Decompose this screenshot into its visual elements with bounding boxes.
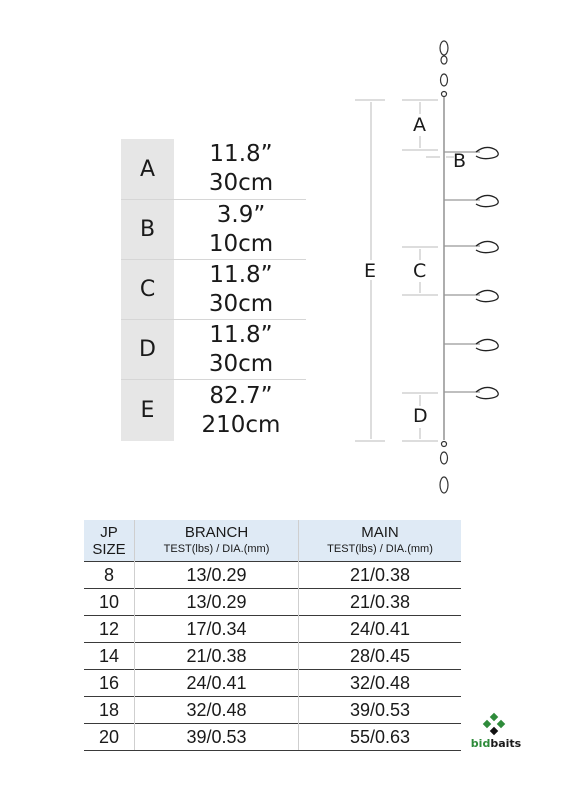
dimension-letter: A	[121, 139, 174, 199]
table-row	[84, 670, 461, 697]
diamond-dots-icon	[468, 712, 524, 736]
hook-icon	[476, 195, 498, 206]
swivel-ring-icon	[441, 56, 447, 64]
table-row	[84, 616, 461, 643]
dimension-value	[176, 260, 306, 319]
table-row	[84, 562, 461, 589]
dimension-value	[176, 200, 306, 259]
size-cell: 10	[84, 589, 135, 616]
dimension-letter: C	[121, 260, 174, 319]
size-header: SIZE	[92, 541, 126, 558]
diagram-label-a: A	[413, 114, 426, 136]
dimension-letter: D	[121, 320, 174, 379]
diagram-label-b: B	[453, 150, 467, 172]
size-cell: 8	[84, 562, 135, 589]
dimension-cm: 30cm	[208, 290, 274, 317]
dimension-inches: 11.8”	[209, 141, 273, 167]
logo-text-bid: bid	[470, 737, 491, 750]
main-cell: 32/0.48	[299, 670, 462, 697]
dimension-row-d	[121, 319, 306, 379]
main-header-label: MAIN	[361, 524, 399, 541]
hook-icon	[476, 387, 498, 398]
snap-icon	[440, 41, 448, 55]
dimension-row-a	[121, 139, 306, 199]
main-cell: 21/0.38	[299, 589, 462, 616]
size-cell: 14	[84, 643, 135, 670]
swivel-icon	[441, 452, 448, 464]
table-row	[84, 697, 461, 724]
branch-cell: 39/0.53	[135, 724, 299, 751]
dimension-value	[176, 380, 306, 441]
dimension-letter: E	[121, 380, 174, 441]
swivel-icon	[441, 74, 448, 86]
main-header	[299, 520, 462, 562]
logo-text-baits: baits	[490, 737, 522, 750]
table-row	[84, 643, 461, 670]
branch-header	[135, 520, 299, 562]
main-header-sub: TEST(lbs) / DIA.(mm)	[327, 543, 433, 555]
ring-icon	[442, 442, 447, 447]
dimension-cm: 10cm	[208, 230, 274, 257]
size-cell: 16	[84, 670, 135, 697]
diagram-label-d: D	[413, 405, 428, 427]
ring-icon	[442, 92, 447, 97]
dimension-inches: 11.8”	[209, 321, 273, 348]
jp-header: JP	[100, 524, 118, 541]
dimension-inches: 82.7”	[209, 382, 273, 409]
table-row	[84, 589, 461, 616]
main-cell: 28/0.45	[299, 643, 462, 670]
jp-size-header	[84, 520, 135, 562]
logo-text	[468, 737, 524, 750]
dimension-row-e	[121, 379, 306, 441]
bidbaits-logo[interactable]	[468, 712, 524, 752]
table-header-row	[84, 520, 461, 562]
branch-header-label: BRANCH	[184, 524, 249, 541]
dimension-inches: 11.8”	[209, 261, 273, 288]
branch-header-sub: TEST(lbs) / DIA.(mm)	[163, 543, 270, 555]
branch-cell: 21/0.38	[135, 643, 299, 670]
line-spec-table	[84, 520, 461, 751]
branch-cell: 32/0.48	[135, 697, 299, 724]
dimension-table	[121, 139, 306, 441]
diagram-label-e: E	[364, 260, 377, 282]
branch-cell: 17/0.34	[135, 616, 299, 643]
hook-icon	[476, 290, 498, 301]
main-cell: 24/0.41	[299, 616, 462, 643]
dimension-row-b	[121, 199, 306, 259]
dimension-inches: 3.9”	[216, 201, 266, 228]
dimension-cm: 30cm	[208, 170, 274, 196]
dimension-row-c	[121, 259, 306, 319]
dimension-value	[176, 320, 306, 379]
branch-cell: 13/0.29	[135, 562, 299, 589]
rig-diagram	[340, 30, 540, 510]
snap-icon	[440, 477, 448, 493]
main-cell: 55/0.63	[299, 724, 462, 751]
hook-icon	[476, 241, 498, 252]
size-cell: 20	[84, 724, 135, 751]
branch-cell: 24/0.41	[135, 670, 299, 697]
main-cell: 39/0.53	[299, 697, 462, 724]
dimension-value	[176, 139, 306, 199]
hook-icon	[476, 147, 498, 158]
table-row	[84, 724, 461, 751]
size-cell: 12	[84, 616, 135, 643]
diagram-label-c: C	[413, 260, 427, 282]
main-cell: 21/0.38	[299, 562, 462, 589]
size-cell: 18	[84, 697, 135, 724]
dimension-cm: 30cm	[208, 350, 274, 377]
branch-cell: 13/0.29	[135, 589, 299, 616]
dimension-letter: B	[121, 200, 174, 259]
dimension-cm: 210cm	[201, 411, 281, 438]
hook-icon	[476, 339, 498, 350]
